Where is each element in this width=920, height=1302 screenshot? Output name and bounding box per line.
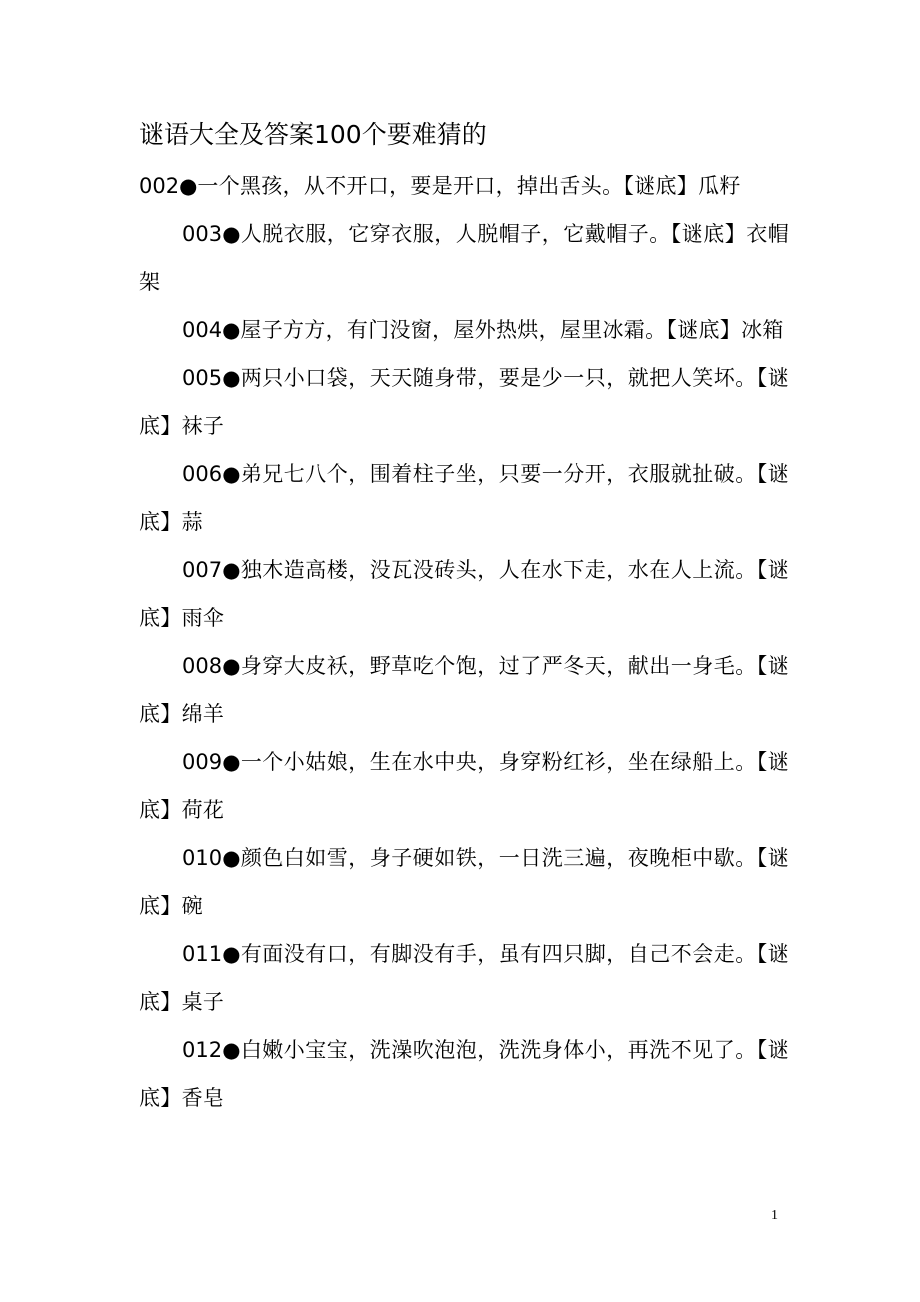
riddle-number: 006●: [182, 462, 241, 486]
riddle-number: 012●: [182, 1038, 241, 1062]
riddle-entry: [139, 930, 789, 1026]
riddle-text: 人脱衣服，它穿衣服，人脱帽子，它戴帽子。【谜底】衣帽架: [139, 222, 789, 294]
riddle-text: 两只小口袋，天天随身带，要是少一只，就把人笑坏。【谜底】袜子: [139, 366, 789, 438]
document-title: 谜语大全及答案100个要难猜的: [139, 120, 487, 149]
riddle-number: 004●: [182, 318, 241, 342]
riddle-number: 005●: [182, 366, 241, 390]
riddle-text: 颜色白如雪，身子硬如铁，一日洗三遍，夜晚柜中歇。【谜底】碗: [139, 846, 789, 918]
riddle-number: 002●: [139, 174, 198, 198]
riddle-text: 弟兄七八个，围着柱子坐，只要一分开，衣服就扯破。【谜底】蒜: [139, 462, 789, 534]
riddle-text: 屋子方方，有门没窗，屋外热烘，屋里冰霜。【谜底】冰箱: [240, 318, 784, 342]
riddle-entry: [139, 642, 789, 738]
riddle-entry: [139, 354, 789, 450]
riddle-number: 007●: [182, 558, 241, 582]
riddle-text: 独木造高楼，没瓦没砖头，人在水下走，水在人上流。【谜底】雨伞: [139, 558, 789, 630]
riddle-number: 003●: [182, 222, 241, 246]
riddle-text: 身穿大皮袄，野草吃个饱，过了严冬天，献出一身毛。【谜底】绵羊: [139, 654, 789, 726]
riddle-entry: [139, 1026, 789, 1122]
riddle-entry: [139, 834, 789, 930]
riddle-entry: [139, 210, 789, 306]
riddle-entry: [139, 546, 789, 642]
riddle-number: 011●: [182, 942, 241, 966]
riddle-text: 有面没有口，有脚没有手，虽有四只脚，自己不会走。【谜底】桌子: [139, 942, 789, 1014]
riddle-entry: [139, 306, 789, 354]
riddle-number: 009●: [182, 750, 241, 774]
riddle-list: [139, 162, 789, 1122]
riddle-entry: [139, 738, 789, 834]
riddle-number: 008●: [182, 654, 241, 678]
riddle-entry: [139, 162, 789, 210]
riddle-number: 010●: [182, 846, 241, 870]
riddle-text: 一个小姑娘，生在水中央，身穿粉红衫，坐在绿船上。【谜底】荷花: [139, 750, 789, 822]
riddle-text: 白嫩小宝宝，洗澡吹泡泡，洗洗身体小，再洗不见了。【谜底】香皂: [139, 1038, 789, 1110]
riddle-entry: [139, 450, 789, 546]
riddle-text: 一个黑孩，从不开口，要是开口，掉出舌头。【谜底】瓜籽: [197, 174, 741, 198]
page-number: 1: [771, 1208, 778, 1223]
